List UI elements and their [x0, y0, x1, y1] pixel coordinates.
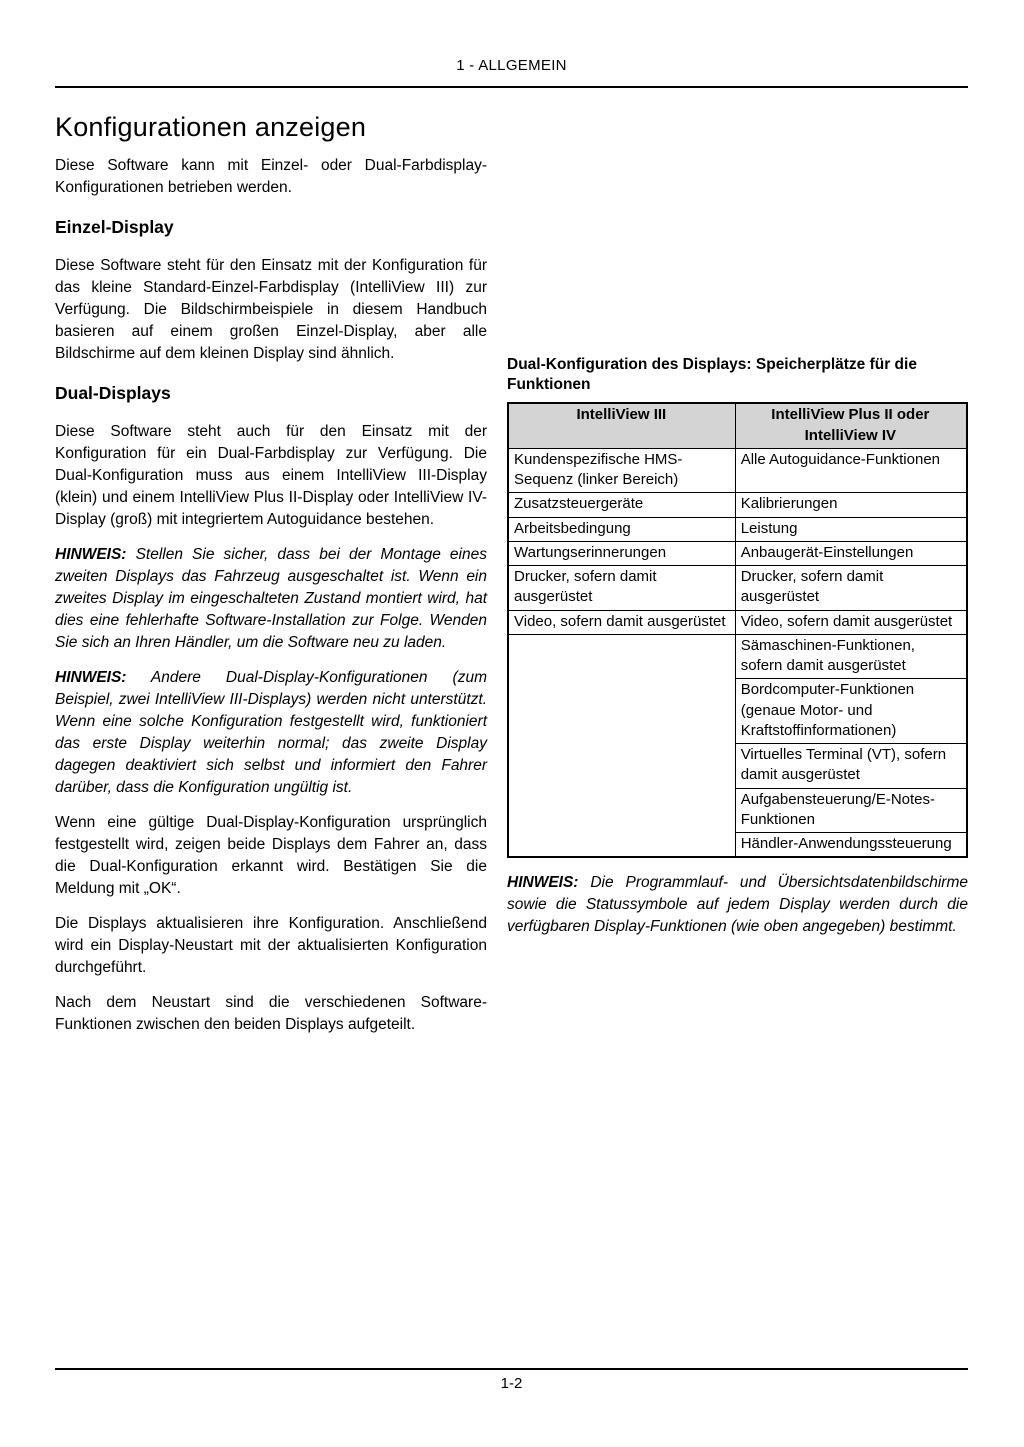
footer-rule	[55, 1368, 968, 1370]
table-heading: Dual-Konfiguration des Displays: Speicherplätze für die Funktionen	[507, 356, 917, 394]
table-cell: Leistung	[735, 517, 967, 541]
right-column	[507, 155, 968, 938]
table-cell: Virtuelles Terminal (VT), sofern damit ausgerüstet	[735, 744, 967, 789]
hinweis-note-2	[55, 667, 487, 799]
table-cell: Aufgabensteuerung/E-Notes-Funktionen	[735, 788, 967, 833]
table-cell: Drucker, sofern damit ausgerüstet	[735, 566, 967, 611]
page-number: 1-2	[500, 1375, 523, 1392]
table-cell: Kundenspezifische HMS-Sequenz (linker Bereich)	[508, 448, 735, 493]
table-row	[508, 610, 967, 634]
table-header-row	[508, 403, 967, 448]
table-row	[508, 541, 967, 565]
table-row	[508, 517, 967, 541]
two-column-layout	[55, 155, 968, 1049]
heading-dual-displays: Dual-Displays	[55, 383, 171, 403]
table-header-intelliview-iii: IntelliView III	[508, 403, 735, 448]
dual-paragraph-4: Nach dem Neustart sind die verschiedenen Software-Funktionen zwischen den beiden Displays aufgeteilt.	[55, 994, 487, 1033]
table-cell-empty	[508, 634, 735, 857]
table-cell: Video, sofern damit ausgerüstet	[508, 610, 735, 634]
page-title: Konfigurationen anzeigen	[55, 112, 367, 142]
table-row	[508, 566, 967, 611]
hinweis-text: Die Programmlauf- und Übersichtsdatenbildschirme sowie die Statussymbole auf jedem Display werden durch die verfügbaren Display-Funktionen (wie oben angegeben) bestimmt.	[507, 874, 968, 936]
intro-paragraph: Diese Software kann mit Einzel- oder Dual-Farbdisplay-Konfigurationen betrieben werden.	[55, 157, 487, 196]
header-rule	[55, 86, 968, 88]
running-header: 1 - ALLGEMEIN	[456, 57, 567, 74]
table-cell: Alle Autoguidance-Funktionen	[735, 448, 967, 493]
table-cell: Zusatzsteuergeräte	[508, 493, 735, 517]
table-cell: Wartungserinnerungen	[508, 541, 735, 565]
dual-paragraph-3: Die Displays aktualisieren ihre Konfiguration. Anschließend wird ein Display-Neustart mit der aktualisierten Konfiguration durchgeführt.	[55, 915, 487, 976]
table-row	[508, 448, 967, 493]
page-content	[55, 112, 968, 1049]
table-cell: Bordcomputer-Funktionen (genaue Motor- und Kraftstoffinformationen)	[735, 679, 967, 744]
table-cell: Anbaugerät-Einstellungen	[735, 541, 967, 565]
heading-einzel-display: Einzel-Display	[55, 217, 174, 237]
hinweis-label: HINWEIS:	[55, 546, 127, 563]
table-cell: Video, sofern damit ausgerüstet	[735, 610, 967, 634]
table-cell: Händler-Anwendungssteuerung	[735, 833, 967, 858]
hinweis-note-table	[507, 872, 968, 938]
table-row	[508, 493, 967, 517]
hinweis-text: Stellen Sie sicher, dass bei der Montage eines zweiten Displays das Fahrzeug ausgeschaltet ist. Wenn ein zweites Display im eingeschalteten Zustand montiert wird, hat dies eine fehlerhafte Software-Installation zur Folge. Wenden Sie sich an Ihren Händler, um die Software neu zu laden.	[55, 546, 487, 651]
hinweis-label: HINWEIS:	[55, 669, 127, 686]
table-cell: Drucker, sofern damit ausgerüstet	[508, 566, 735, 611]
hinweis-text: Andere Dual-Display-Konfigurationen (zum Beispiel, zwei IntelliView III-Displays) werden nicht unterstützt. Wenn eine solche Konfiguration festgestellt wird, funktioniert das erste Display weiterhin normal; das zweite Display dagegen deaktiviert sich selbst und informiert den Fahrer darüber, dass die Konfiguration ungültig ist.	[55, 669, 487, 796]
table-cell: Sämaschinen-Funktionen, sofern damit ausgerüstet	[735, 634, 967, 679]
table-cell: Kalibrierungen	[735, 493, 967, 517]
hinweis-label: HINWEIS:	[507, 874, 579, 892]
table-header-intelliview-plus: IntelliView Plus II oder IntelliView IV	[735, 403, 967, 448]
left-column	[55, 155, 487, 1049]
table-row	[508, 634, 967, 679]
hinweis-note-1	[55, 544, 487, 654]
einzel-paragraph: Diese Software steht für den Einsatz mit der Konfiguration für das kleine Standard-Einzel-Farbdisplay (IntelliView III) zur Verfügung. Die Bildschirmbeispiele in diesem Handbuch basieren auf einem großen Einzel-Display, aber alle Bildschirme auf dem kleinen Display sind ähnlich.	[55, 257, 487, 362]
table-cell: Arbeitsbedingung	[508, 517, 735, 541]
dual-paragraph-2: Wenn eine gültige Dual-Display-Konfiguration ursprünglich festgestellt wird, zeigen beide Displays dem Fahrer an, dass die Dual-Konfiguration erkannt wird. Bestätigen Sie die Meldung mit „OK“.	[55, 814, 487, 897]
dual-paragraph-1: Diese Software steht auch für den Einsatz mit der Konfiguration für ein Dual-Farbdisplay zur Verfügung. Die Dual-Konfiguration muss aus einem IntelliView III-Display (klein) und einem IntelliView Plus II-Display oder IntelliView IV-Display (groß) mit integriertem Autoguidance bestehen.	[55, 423, 487, 528]
display-config-table	[507, 402, 968, 858]
